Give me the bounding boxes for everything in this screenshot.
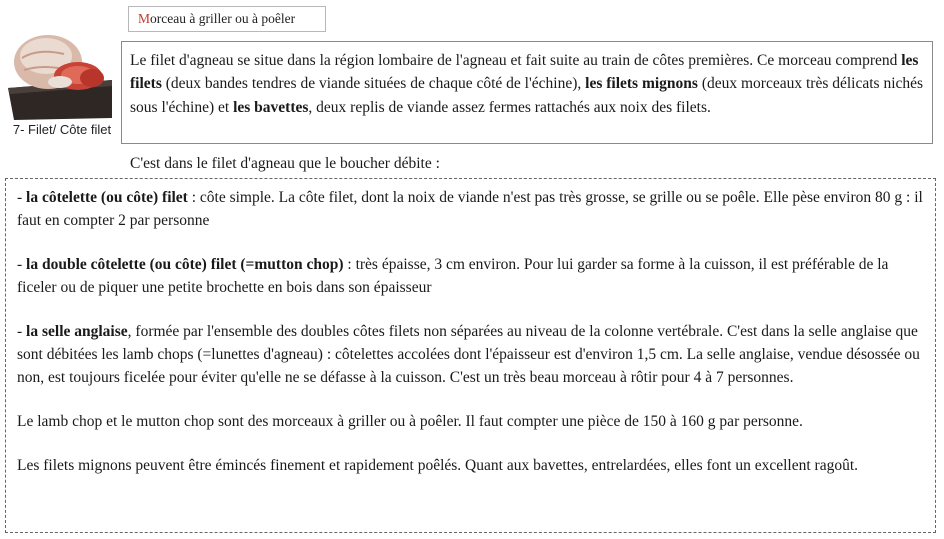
intro-text-2: (deux bandes tendres de viande situées de chaque côté de l'échine), — [161, 75, 586, 93]
paragraph-chops: Le lamb chop et le mutton chop sont des morceaux à griller ou à poêler. Il faut compter une pièce de 150 à 160 g par personne. — [17, 413, 803, 430]
item-heading: la côtelette (ou côte) filet — [26, 189, 188, 206]
item-dash: - — [17, 323, 27, 340]
intro-text-3: (deux morceaux très délicats nichés sous l'échine) et — [130, 75, 924, 116]
intro-bold-filets: les filets — [130, 52, 919, 93]
intro-bold-filets-mignons: les filets mignons — [585, 75, 698, 93]
intro-bold-bavettes: les bavettes — [233, 98, 309, 116]
photo-caption: 7- Filet/ Côte filet — [12, 122, 112, 137]
list-item-cotelette — [17, 186, 923, 232]
intro-paragraph — [121, 41, 933, 144]
item-dash: - — [17, 189, 27, 206]
item-heading: la double côtelette (ou côte) filet (=mutton chop) — [26, 256, 344, 273]
title-initial: M — [138, 11, 151, 26]
item-text: : très épaisse, 3 cm environ. Pour lui garder sa forme à la cuisson, il est préférable de la ficeler ou de piquer une petite brochette en bois dans son épaisseur — [17, 256, 889, 296]
lamb-filet-photo — [8, 20, 112, 120]
list-item-double-cotelette — [17, 253, 923, 299]
paragraph-filets-mignons: Les filets mignons peuvent être émincés finement et rapidement poêlés. Quant aux bavettes, entrelardées, elles font un excellent ragoût. — [17, 457, 859, 474]
cuts-description-box — [5, 178, 936, 533]
intro-text-1: Le filet d'agneau se situe dans la région lombaire de l'agneau et fait suite au train de côtes premières. Ce morceau comprend — [130, 52, 902, 69]
intro-text-4: , deux replis de viande assez fermes rattachés aux noix des filets. — [308, 98, 711, 116]
section-title — [128, 6, 326, 32]
title-text: orceau à griller ou à poêler — [150, 11, 296, 26]
item-dash: - — [17, 256, 27, 273]
item-text: , formée par l'ensemble des doubles côtes filets non séparées au niveau de la colonne vertébrale. C'est dans la selle anglaise que sont débitées les lamb chops (=lunettes d'agneau) : côtelettes accolées dont l'épaisseur est d'environ 1,5 cm. La selle anglaise, vendue désossée ou non, est toujours ficelée pour éviter qu'elle ne se défasse à la cuisson. C'est un très beau morceau à rôtir pour 4 à 7 personnes. — [17, 323, 920, 386]
lead-sentence: C'est dans le filet d'agneau que le boucher débite : — [130, 155, 440, 172]
list-item-selle-anglaise — [17, 320, 923, 389]
item-text: : côte simple. La côte filet, dont la noix de viande n'est pas très grosse, se grille ou se poêle. Elle pèse environ 80 g : il faut en compter 2 par personne — [17, 189, 923, 229]
item-heading: la selle anglaise — [26, 323, 128, 340]
